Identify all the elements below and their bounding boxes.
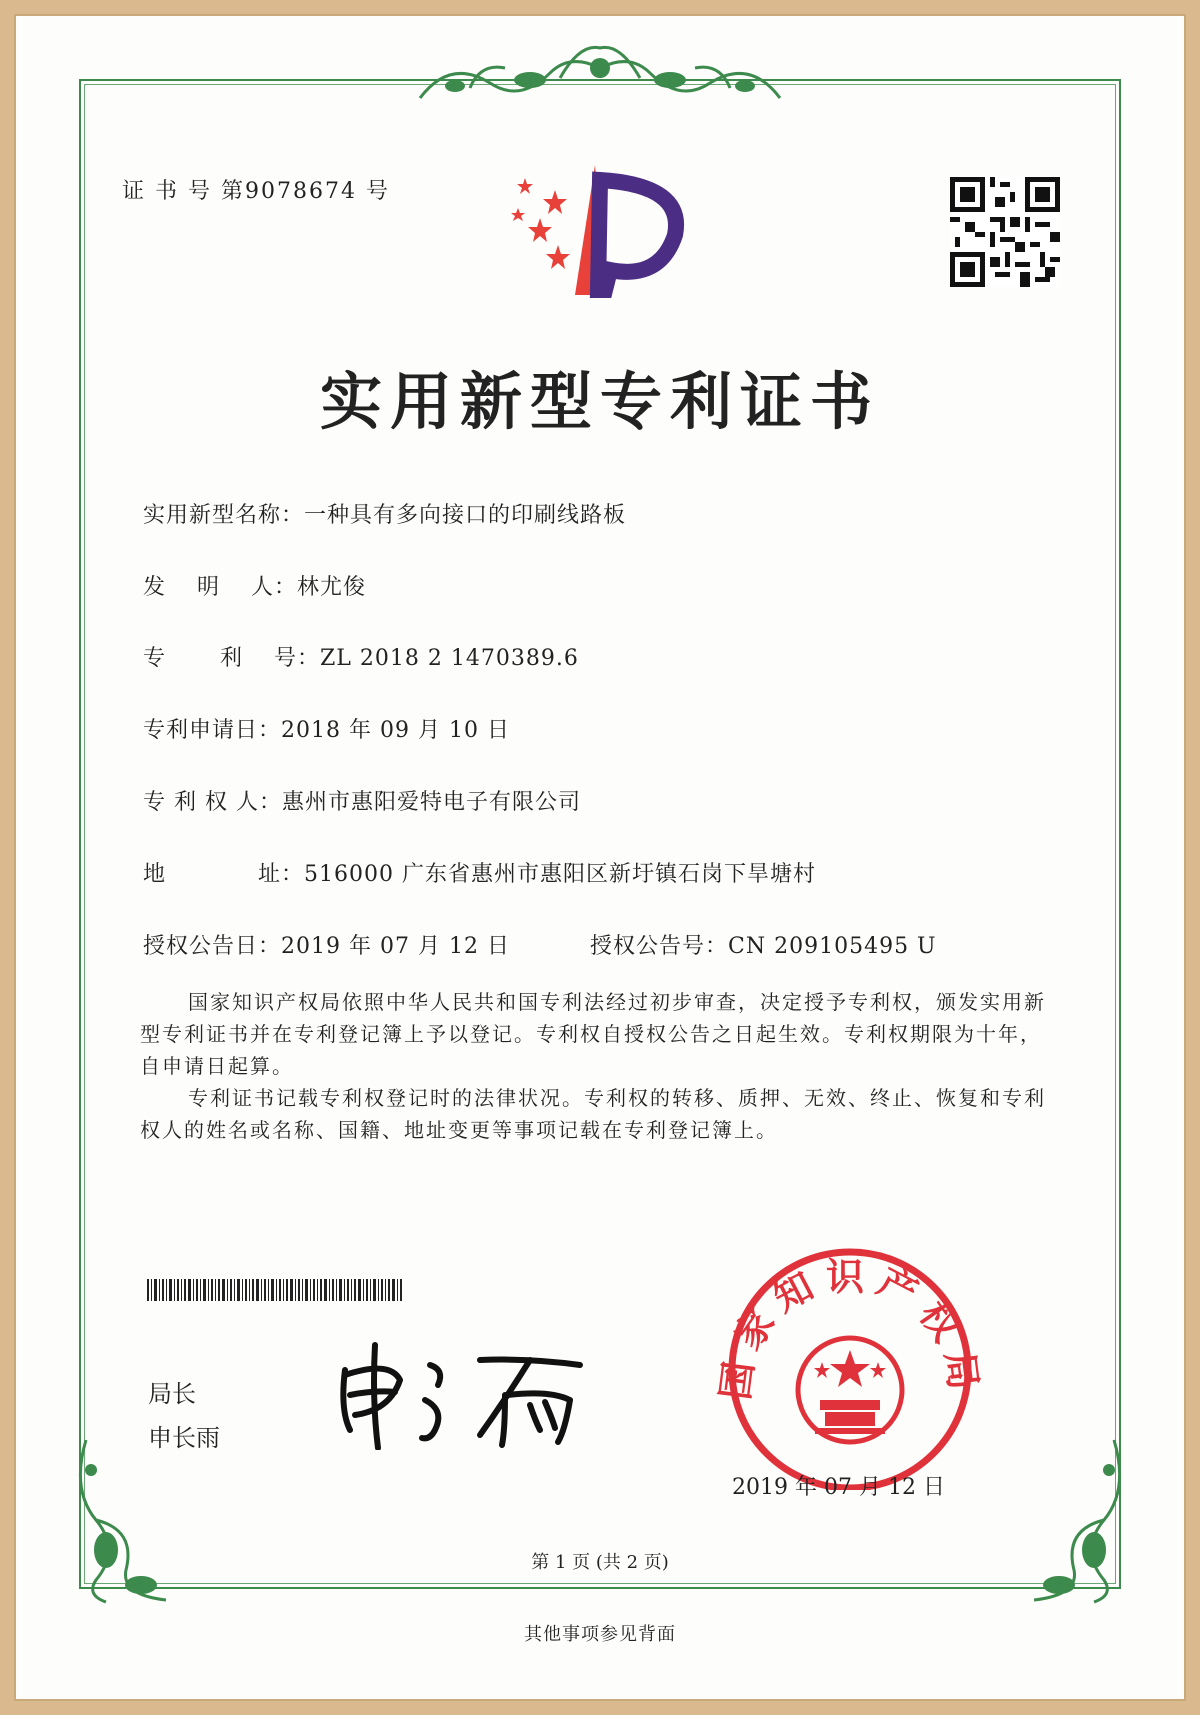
- field-announcement-number: [590, 929, 937, 960]
- field-value: 2018 年 09 月 10 日: [281, 718, 510, 743]
- barcode-icon: [147, 1279, 402, 1301]
- field-label: 地 址：: [143, 862, 305, 887]
- certificate-title: 实用新型专利证书: [319, 365, 880, 438]
- certificate-number: 证 书 号 第9078674 号: [122, 179, 390, 204]
- back-side-note: 其他事项参见背面: [524, 1624, 676, 1645]
- seal-text: 国家知识产权局: [713, 1254, 987, 1403]
- field-utility-model-name: [143, 498, 626, 529]
- bottom-right-ornament-icon: [1014, 1430, 1134, 1610]
- field-value: 惠州市惠阳爱特电子有限公司: [281, 790, 581, 815]
- field-patent-number: [143, 641, 579, 672]
- svg-text:国家知识产权局: [713, 1255, 987, 1402]
- field-grant-date: [143, 929, 510, 960]
- field-label: 实用新型名称：: [143, 503, 305, 528]
- field-value: ZL 2018 2 1470389.6: [320, 646, 579, 671]
- field-label: 专 利 号：: [143, 646, 320, 671]
- certificate-body: [140, 986, 1060, 1146]
- field-application-date: [143, 713, 510, 744]
- field-value: 2019 年 07 月 12 日: [281, 934, 510, 959]
- top-ornament-icon: [410, 38, 790, 118]
- field-value: 一种具有多向接口的印刷线路板: [304, 503, 627, 528]
- qr-code-icon: [950, 177, 1060, 287]
- director-signature-icon: [330, 1340, 600, 1450]
- patent-office-logo-icon: [500, 160, 690, 300]
- field-value: 516000 广东省惠州市惠阳区新圩镇石岗下旱塘村: [304, 862, 816, 887]
- page-indicator: 第 1 页 (共 2 页): [531, 1552, 669, 1573]
- director-name: 申长雨: [148, 1424, 220, 1452]
- field-value: 林尤俊: [297, 575, 367, 600]
- body-paragraph: 专利证书记载专利权登记时的法律状况。专利权的转移、质押、无效、终止、恢复和专利权人的姓名或名称、国籍、地址变更等事项记载在专利登记簿上。: [140, 1086, 1046, 1142]
- director-title: 局长: [148, 1380, 196, 1408]
- field-inventor: [143, 570, 366, 601]
- body-paragraph: 国家知识产权局依照中华人民共和国专利法经过初步审查，决定授予专利权，颁发实用新型专利证书并在专利登记簿上予以登记。专利权自授权公告之日起生效。专利权期限为十年，自申请日起算。: [140, 990, 1046, 1078]
- seal-date: 2019 年 07 月 12 日: [732, 1475, 945, 1500]
- field-patentee: [143, 785, 581, 816]
- field-address: [143, 857, 816, 888]
- field-label: 发 明 人：: [143, 575, 297, 600]
- bottom-left-ornament-icon: [66, 1430, 186, 1610]
- field-label: 授权公告号：: [590, 934, 729, 959]
- field-label: 专 利 权 人：: [143, 790, 282, 815]
- field-label: 授权公告日：: [143, 934, 282, 959]
- field-value: CN 209105495 U: [728, 934, 937, 959]
- field-label: 专利申请日：: [143, 718, 282, 743]
- official-seal-icon: [710, 1240, 990, 1490]
